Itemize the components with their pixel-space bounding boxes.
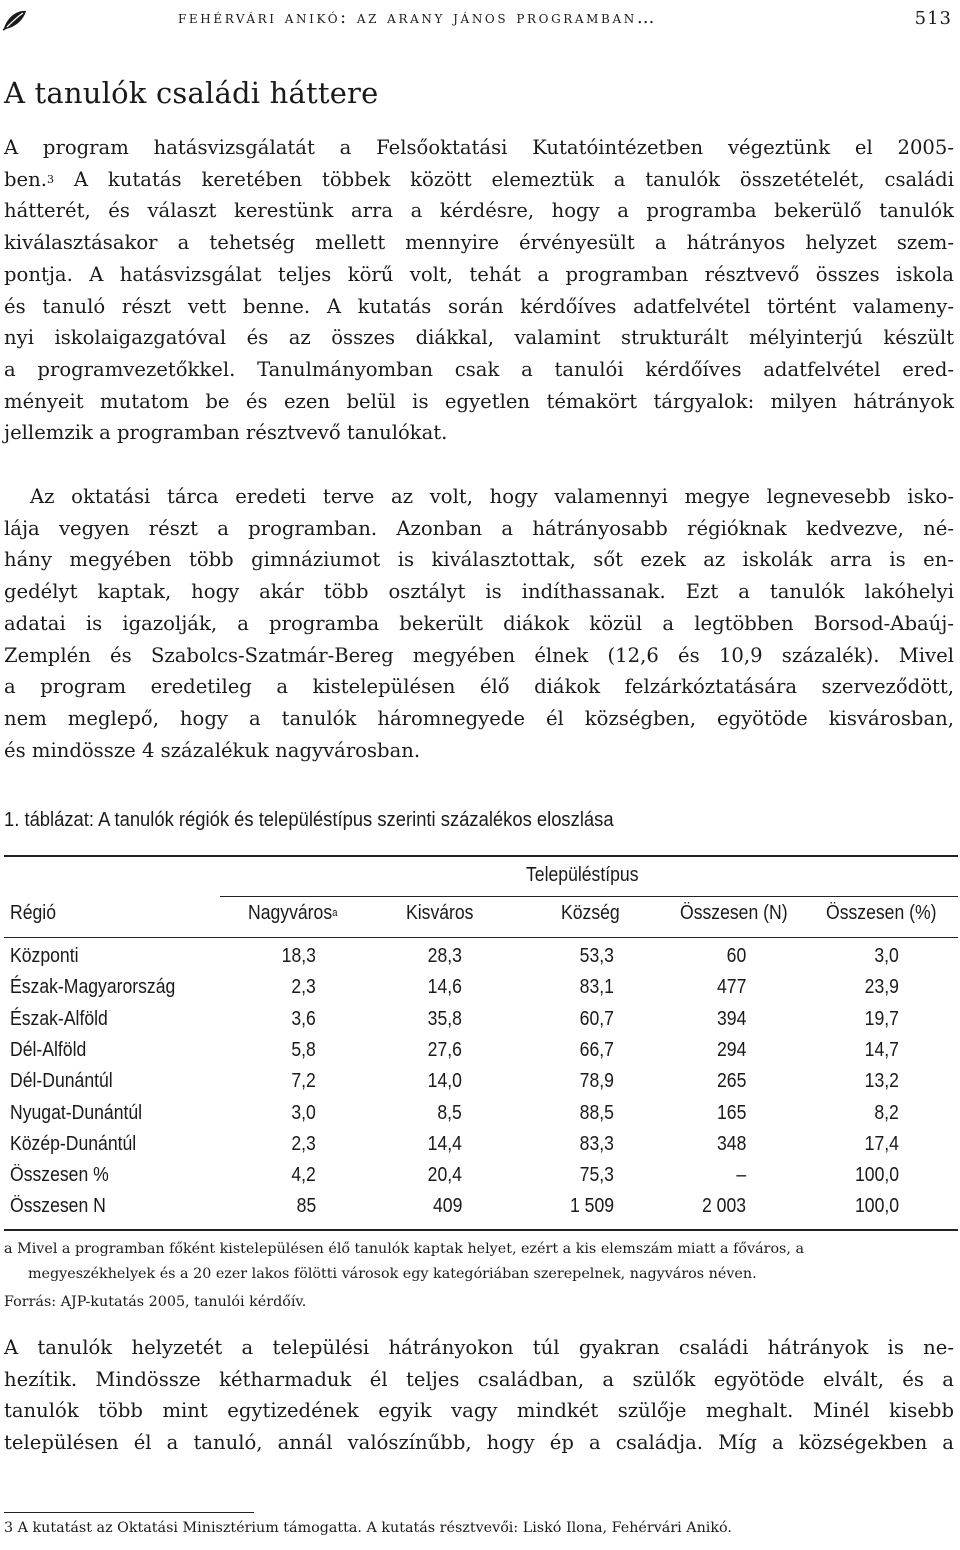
text-line: adatai is igazolják, a programba bekerült diákok közül a legtöbben Borsod-Abaúj-	[4, 611, 954, 635]
text-line: Zemplén és Szabolcs-Szatmár-Bereg megyében élnek (12,6 és 10,9 százalék). Mivel	[4, 643, 954, 667]
table-row-label: Dél-Dunántúl	[10, 1070, 113, 1093]
table-cell: 2,3	[291, 976, 316, 999]
text-line: lája vegyen részt a programban. Azonban a hátrányosabb régióknak kedvezve, né-	[4, 516, 954, 540]
table-cell: 13,2	[864, 1070, 899, 1093]
table-source: Forrás: AJP-kutatás 2005, tanulói kérdőív.	[4, 1294, 307, 1310]
column-header-kisvaros: Kisváros	[406, 902, 474, 924]
table-cell: 394	[716, 1007, 746, 1030]
text-line: ményeit mutatom be és ezen belül is egyetlen témakört tárgyalok: milyen hátrányok	[4, 389, 954, 413]
section-title: A tanulók családi háttere	[4, 76, 379, 110]
table-cell: 20,4	[427, 1164, 462, 1187]
table-cell: 100,0	[854, 1195, 899, 1218]
text-line: tanulók több mint egytizedének egyik vagy mindkét szülője meghalt. Minél kisebb	[4, 1399, 954, 1423]
footnote-rule	[4, 1512, 254, 1513]
page-number: 513	[914, 8, 952, 29]
table-cell: 78,9	[579, 1070, 614, 1093]
table-cell: 28,3	[427, 945, 462, 967]
table-note: a Mivel a programban főként kistelepülésen élő tanulók kaptak helyet, ezért a kis elemszám miatt a főváros, a	[4, 1241, 805, 1257]
text-line: a programvezetőkkel. Tanulmányomban csak a tanulói kérdőíves adatfelvétel ered-	[4, 357, 954, 381]
table-cell: 2 003	[701, 1195, 746, 1218]
text-line: településen él a tanuló, annál valószínűbb, hogy ép a családja. Míg a községekben a	[4, 1431, 954, 1455]
text-fragment: A kutatás keretében többek között elemeztük a tanulók összetételét, családi	[54, 167, 954, 191]
text-line: hezítik. Mindössze kétharmaduk él teljes családban, a szülők egyötöde elvált, és a	[4, 1367, 954, 1391]
table-cell: 14,7	[864, 1038, 899, 1061]
table-cell: 3,0	[874, 945, 899, 967]
text-line: nyi iskolaigazgatóval és az összes diákkal, valamint strukturált mélyinterjú készült	[4, 326, 954, 350]
table-cell: 3,0	[291, 1101, 316, 1124]
text-line: A tanulók helyzetét a települési hátrányokon túl gyakran családi hátrányok is ne-	[4, 1336, 954, 1359]
table-cell: 477	[716, 976, 746, 999]
text-line: a program eredetileg a kistelepülésen élő diákok felzárkóztatására szerveződött,	[4, 675, 954, 699]
table-cell: 265	[716, 1070, 746, 1093]
table-cell: 23,9	[864, 976, 899, 999]
table-cell: 18,3	[281, 945, 316, 967]
table-cell: 35,8	[427, 1007, 462, 1030]
table-cell: 85	[296, 1195, 316, 1218]
text-line: gedélyt kaptak, hogy akár több osztályt is indíthassanak. Ezt a tanulók lakóhelyi	[4, 580, 954, 604]
table-cell: 60,7	[579, 1007, 614, 1030]
column-header-label: Nagyváros	[248, 902, 333, 924]
table-cell: 83,3	[579, 1132, 614, 1155]
text-line: hány megyében több gimnáziumot is kiválasztottak, sőt ezek az iskolák arra is en-	[4, 548, 954, 572]
group-header: Településtípus	[526, 864, 639, 886]
text-line: nem meglepő, hogy a tanulók háromnegyede él községben, egyötöde kisvárosban,	[4, 706, 954, 730]
table-cell: 1 509	[569, 1195, 614, 1218]
table-cell: 17,4	[864, 1132, 899, 1155]
text-line: jellemzik a programban résztvevő tanulókat.	[4, 421, 448, 445]
text-line: hátterét, és választ kerestünk arra a kérdésre, hogy a programba bekerülő tanulók	[4, 199, 954, 223]
table-cell: 66,7	[579, 1038, 614, 1061]
table-cell: 348	[716, 1132, 746, 1155]
table-cell: 53,3	[579, 945, 614, 967]
table-row-label: Észak-Magyarország	[10, 976, 176, 999]
text-line: pontja. A hatásvizsgálat teljes körű volt, tehát a programban résztvevő összes iskola	[4, 262, 954, 286]
paragraph-3	[4, 1332, 954, 1459]
table-cell: 19,7	[864, 1007, 899, 1030]
text-line: kiválasztásakor a tehetség mellett mennyire érvényesült a hátrányos helyzet szem-	[4, 231, 954, 255]
table-cell: 27,6	[427, 1038, 462, 1061]
table-cell: –	[736, 1164, 746, 1187]
table-cell: 100,0	[854, 1164, 899, 1187]
table-row-label: Közép-Dunántúl	[10, 1132, 137, 1155]
table-note-continued: megyeszékhelyek és a 20 ezer lakos fölötti városok egy kategóriában szerepelnek, nagyváros néven.	[28, 1266, 757, 1282]
text-line: és mindössze 4 százalékuk nagyvárosban.	[4, 738, 421, 762]
column-header-kozseg: Község	[561, 902, 620, 924]
table-note-ref: a	[332, 907, 338, 919]
text-line: és tanuló részt vett benne. A kutatás során kérdőíves adatfelvétel történt valameny-	[4, 294, 954, 318]
table-cell: 165	[716, 1101, 746, 1124]
running-title: fehérvári anikó: az arany jános programban…	[178, 8, 657, 28]
column-header-total-n: Összesen (N)	[680, 902, 788, 924]
table-cell: 3,6	[291, 1007, 316, 1030]
table-cell: 75,3	[579, 1164, 614, 1187]
text-fragment: ben.	[4, 167, 47, 191]
table-row-label: Központi	[10, 945, 79, 967]
footnote-ref[interactable]: 3	[47, 172, 54, 186]
text-line: A program hatásvizsgálatát a Felsőoktatási Kutatóintézetben végeztünk el 2005-	[4, 136, 954, 159]
table-cell: 14,6	[427, 976, 462, 999]
table-cell: 8,5	[437, 1101, 462, 1124]
table-cell: 409	[432, 1195, 462, 1218]
table-cell: 2,3	[291, 1132, 316, 1155]
table-cell: 14,4	[427, 1132, 462, 1155]
column-header-total-pct: Összesen (%)	[826, 902, 937, 924]
table-cell: 5,8	[291, 1038, 316, 1061]
table-row-label: Dél-Alföld	[10, 1038, 87, 1061]
table-cell: 60	[726, 945, 746, 967]
table-cell: 14,0	[427, 1070, 462, 1093]
table-cell: 7,2	[291, 1070, 316, 1093]
table-cell: 88,5	[579, 1101, 614, 1124]
footnote: 3 A kutatást az Oktatási Minisztérium támogatta. A kutatás résztvevői: Liskó Ilona, Fehérvári Anikó.	[4, 1520, 732, 1536]
column-header-region: Régió	[10, 902, 56, 924]
table-row-label: Összesen %	[10, 1164, 109, 1187]
table-cell: 8,2	[874, 1101, 899, 1124]
table-row-label: Nyugat-Dunántúl	[10, 1101, 143, 1124]
table-cell: 83,1	[579, 976, 614, 999]
table-caption: 1. táblázat: A tanulók régiók és településtípus szerinti százalékos eloszlása	[4, 809, 614, 831]
table-cell: 294	[716, 1038, 746, 1061]
table-row-label: Észak-Alföld	[10, 1007, 108, 1030]
table-cell: 4,2	[291, 1164, 316, 1187]
column-header-nagyvaros	[248, 902, 338, 925]
table-row-label: Összesen N	[10, 1195, 106, 1218]
text-line: Az oktatási tárca eredeti terve az volt, hogy valamennyi megye legnevesebb isko-	[30, 485, 954, 508]
